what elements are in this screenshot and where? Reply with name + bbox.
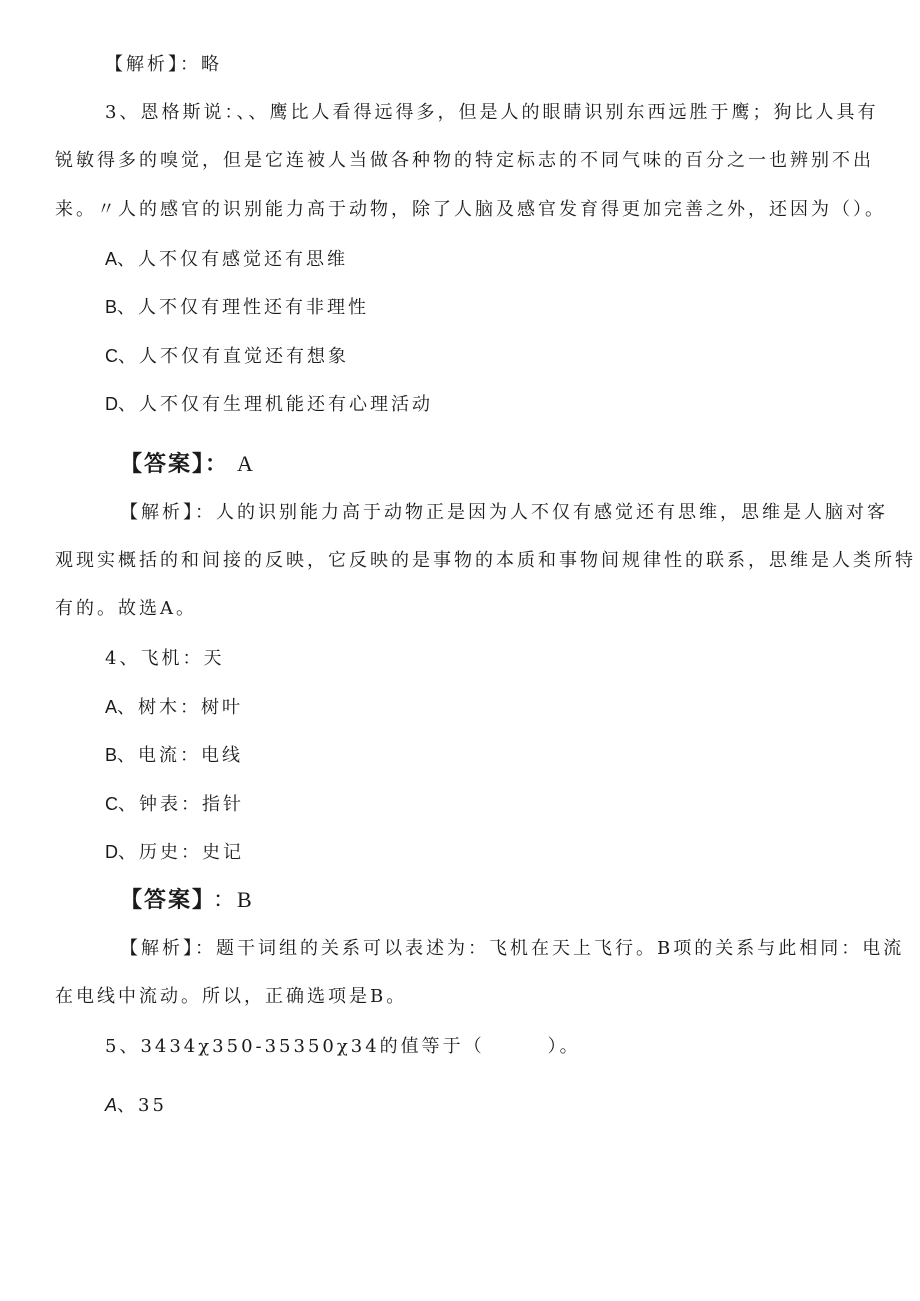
analysis-label: 【解析】 bbox=[120, 938, 195, 959]
q4-answer bbox=[120, 886, 254, 914]
answer-label: 【答案】： bbox=[120, 451, 230, 477]
q3-stem-line2: 锐敏得多的嗅觉，但是它连被人当做各种物的特定标志的不同气味的百分之一也辨别不出 bbox=[55, 150, 874, 171]
q3-option-b: B、人不仅有理性还有非理性 bbox=[105, 297, 370, 318]
q4-option-b: B、电流：电线 bbox=[105, 745, 244, 766]
answer-value: ：B bbox=[213, 887, 254, 912]
q4-analysis-line2: 在电线中流动。所以，正确选项是B。 bbox=[55, 986, 408, 1007]
q3-analysis-line1: 【解析】：人的识别能力高于动物正是因为人不仅有感觉还有思维，思维是人脑对客 bbox=[120, 502, 888, 523]
q3-stem-line1: 3、恩格斯说：、、鹰比人看得远得多，但是人的眼睛识别东西远胜于鹰；狗比人具有 bbox=[105, 102, 879, 123]
q2-analysis: 【解析】：略 bbox=[105, 54, 222, 75]
q4-option-c: C、钟表：指针 bbox=[105, 794, 244, 815]
q3-option-d: D、人不仅有生理机能还有心理活动 bbox=[105, 394, 433, 415]
analysis-label: 【解析】 bbox=[120, 502, 195, 523]
answer-label: 【答案】 bbox=[120, 887, 206, 913]
q5-stem: 5、3434χ350-35350χ34的值等于（ ）。 bbox=[105, 1036, 581, 1057]
q4-option-a: A、树木：树叶 bbox=[105, 697, 244, 718]
q3-stem-line3: 来。〃人的感官的识别能力高于动物，除了人脑及感官发育得更加完善之外，还因为（）。 bbox=[55, 199, 886, 220]
q4-stem: 4、飞机：天 bbox=[105, 648, 225, 669]
q3-option-a: A、人不仅有感觉还有思维 bbox=[105, 249, 349, 270]
q4-analysis-line1: 【解析】：题干词组的关系可以表述为：飞机在天上飞行。B项的关系与此相同：电流 bbox=[120, 938, 905, 959]
q3-answer bbox=[120, 450, 255, 478]
answer-value: A bbox=[237, 451, 255, 476]
q3-analysis-line2: 观现实概括的和间接的反映，它反映的是事物的本质和事物间规律性的联系，思维是人类所特 bbox=[55, 550, 916, 571]
q3-option-c: C、人不仅有直觉还有想象 bbox=[105, 346, 349, 367]
q4-option-d: D、历史：史记 bbox=[105, 842, 244, 863]
q3-analysis-line3: 有的。故选A。 bbox=[55, 598, 197, 619]
analysis-label: 【解析】 bbox=[105, 54, 180, 75]
q5-option-a: A、35 bbox=[105, 1095, 167, 1116]
